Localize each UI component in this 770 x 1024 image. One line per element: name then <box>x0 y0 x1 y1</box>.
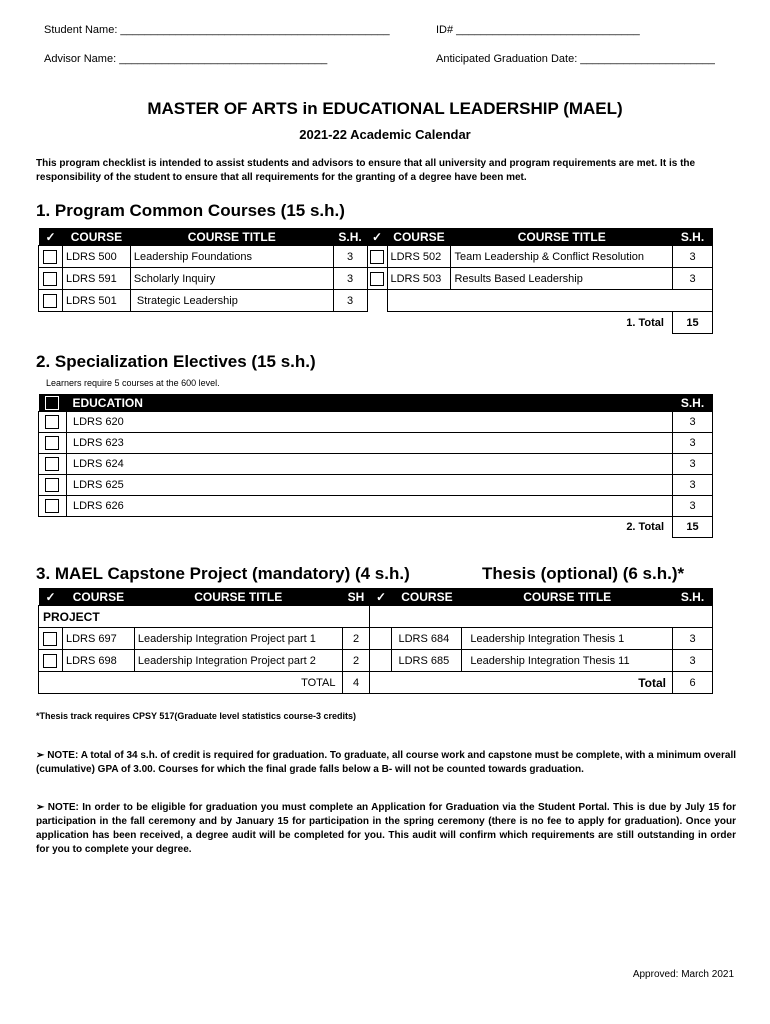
thesis-total-value: 6 <box>673 672 713 694</box>
course-sh: 2 <box>342 650 370 672</box>
course-code: LDRS 591 <box>62 268 130 290</box>
table-row <box>39 475 713 496</box>
course-code: LDRS 502 <box>387 246 451 268</box>
common-courses-table <box>38 228 713 334</box>
course-title: Scholarly Inquiry <box>130 268 333 290</box>
section2-note: Learners require 5 courses at the 600 level. <box>46 378 220 388</box>
course-title: Team Leadership & Conflict Resolution <box>451 246 673 268</box>
col-sh: S.H. <box>673 588 713 606</box>
table-header-row <box>39 588 713 606</box>
course-checkbox[interactable] <box>43 250 57 264</box>
course-sh: 3 <box>673 650 713 672</box>
col-course: COURSE <box>387 228 451 246</box>
section2-total-value: 15 <box>673 517 713 538</box>
course-sh: 3 <box>673 246 713 268</box>
capstone-total-value: 4 <box>342 672 370 694</box>
course-checkbox[interactable] <box>45 436 59 450</box>
page-subtitle: 2021-22 Academic Calendar <box>299 127 471 142</box>
course-title: Leadership Foundations <box>130 246 333 268</box>
student-name-field[interactable]: Student Name: ____________________________________________ <box>44 24 390 36</box>
course-code: LDRS 620 <box>66 412 672 433</box>
course-code: LDRS 698 <box>62 650 134 672</box>
table-row <box>39 268 713 290</box>
col-sh: S.H. <box>333 228 367 246</box>
course-code: LDRS 626 <box>66 496 672 517</box>
advisor-name-field[interactable]: Advisor Name: __________________________________ <box>44 53 328 65</box>
table-row <box>39 628 713 650</box>
course-title: Leadership Integration Thesis 11 <box>462 650 673 672</box>
section2-heading: 2. Specialization Electives (15 s.h.) <box>36 352 316 371</box>
table-header-row <box>39 394 713 412</box>
course-checkbox[interactable] <box>45 499 59 513</box>
select-all-checkbox[interactable] <box>45 396 59 410</box>
table-row <box>39 412 713 433</box>
col-sh: S.H. <box>673 228 713 246</box>
col-sh: S.H. <box>673 394 713 412</box>
col-sh: SH <box>342 588 370 606</box>
course-title: Strategic Leadership <box>130 290 333 312</box>
col-course: COURSE <box>62 588 134 606</box>
course-code: LDRS 624 <box>66 454 672 475</box>
section2-total-label: 2. Total <box>626 521 665 534</box>
capstone-total-label: TOTAL <box>39 672 343 694</box>
table-row <box>39 246 713 268</box>
course-checkbox[interactable] <box>43 294 57 308</box>
thesis-total-label: Total <box>370 672 673 694</box>
table-row <box>39 454 713 475</box>
col-title: COURSE TITLE <box>134 588 342 606</box>
course-sh: 3 <box>673 412 713 433</box>
section1-total-value: 15 <box>673 312 713 334</box>
course-checkbox[interactable] <box>45 415 59 429</box>
course-sh: 3 <box>333 268 367 290</box>
table-row <box>39 496 713 517</box>
course-checkbox[interactable] <box>370 272 384 286</box>
course-checkbox[interactable] <box>370 250 384 264</box>
course-sh: 3 <box>333 246 367 268</box>
course-sh: 3 <box>673 475 713 496</box>
arrow-icon: ➢ <box>36 750 45 761</box>
course-code: LDRS 685 <box>392 650 462 672</box>
note-credits <box>36 749 736 777</box>
course-checkbox[interactable] <box>45 457 59 471</box>
id-field[interactable]: ID# ______________________________ <box>436 24 640 36</box>
arrow-icon: ➢ <box>36 802 45 813</box>
course-code: LDRS 625 <box>66 475 672 496</box>
note-application <box>36 801 736 857</box>
course-code: LDRS 684 <box>392 628 462 650</box>
project-label: PROJECT <box>39 606 370 628</box>
course-title: Leadership Integration Thesis 1 <box>462 628 673 650</box>
page-title: MASTER OF ARTS in EDUCATIONAL LEADERSHIP (MAEL) <box>147 99 623 118</box>
section3-heading: 3. MAEL Capstone Project (mandatory) (4 s.h.) <box>36 564 410 583</box>
course-code: LDRS 500 <box>62 246 130 268</box>
course-checkbox[interactable] <box>43 632 57 646</box>
course-code: LDRS 697 <box>62 628 134 650</box>
col-course: COURSE <box>62 228 130 246</box>
course-sh: 3 <box>673 628 713 650</box>
col-course: COURSE <box>392 588 462 606</box>
course-checkbox[interactable] <box>43 272 57 286</box>
thesis-heading: Thesis (optional) (6 s.h.)* <box>482 564 685 583</box>
table-row <box>39 290 713 312</box>
note-application-text: NOTE: In order to be eligible for graduation you must complete an Application for Graduation via the Student Portal. This is due by July 15 for participation in the fall ceremony and by January 15 for participation in the spring ceremony (there is no fee to apply for graduation). Once your application has been received, a degree audit will be completed for you. This audit will confirm which requirements are still outstanding in order for you to complete your degree. <box>36 802 737 855</box>
section1-heading: 1. Program Common Courses (15 s.h.) <box>36 201 345 220</box>
table-header-row <box>39 228 713 246</box>
note-credits-text: NOTE: A total of 34 s.h. of credit is required for graduation. To graduate, all course work and capstone must be complete, with a minimum overall (cumulative) GPA of 3.00. Courses for which the final grade falls below a B- will not be counted towards graduation. <box>36 750 737 775</box>
check-icon: ✓ <box>370 588 392 606</box>
course-checkbox[interactable] <box>45 478 59 492</box>
course-checkbox[interactable] <box>43 654 57 668</box>
course-title: Leadership Integration Project part 1 <box>134 628 342 650</box>
check-icon: ✓ <box>367 228 387 246</box>
col-title: COURSE TITLE <box>462 588 673 606</box>
col-title: COURSE TITLE <box>451 228 673 246</box>
capstone-table <box>38 588 713 694</box>
course-code: LDRS 501 <box>62 290 130 312</box>
col-education: EDUCATION <box>66 394 672 412</box>
col-title: COURSE TITLE <box>130 228 333 246</box>
check-icon: ✓ <box>39 588 63 606</box>
course-code: LDRS 503 <box>387 268 451 290</box>
table-row <box>39 650 713 672</box>
course-title: Results Based Leadership <box>451 268 673 290</box>
course-sh: 3 <box>673 496 713 517</box>
section1-total-label: 1. Total <box>39 312 673 334</box>
course-sh: 3 <box>673 454 713 475</box>
thesis-footnote: *Thesis track requires CPSY 517(Graduate level statistics course-3 credits) <box>36 711 356 721</box>
intro-text: This program checklist is intended to assist students and advisors to ensure that all university and program requirements are met. It is the responsibility of the student to ensure that all requirements for the granting of a degree have been met. <box>36 158 696 183</box>
table-row <box>39 433 713 454</box>
course-sh: 3 <box>673 268 713 290</box>
course-sh: 3 <box>673 433 713 454</box>
course-code: LDRS 623 <box>66 433 672 454</box>
course-sh: 3 <box>333 290 367 312</box>
course-sh: 2 <box>342 628 370 650</box>
check-icon: ✓ <box>39 228 63 246</box>
approval-date: Approved: March 2021 <box>632 969 734 980</box>
graduation-date-field[interactable]: Anticipated Graduation Date: ______________________ <box>436 53 715 65</box>
course-title: Leadership Integration Project part 2 <box>134 650 342 672</box>
electives-table <box>38 394 713 538</box>
